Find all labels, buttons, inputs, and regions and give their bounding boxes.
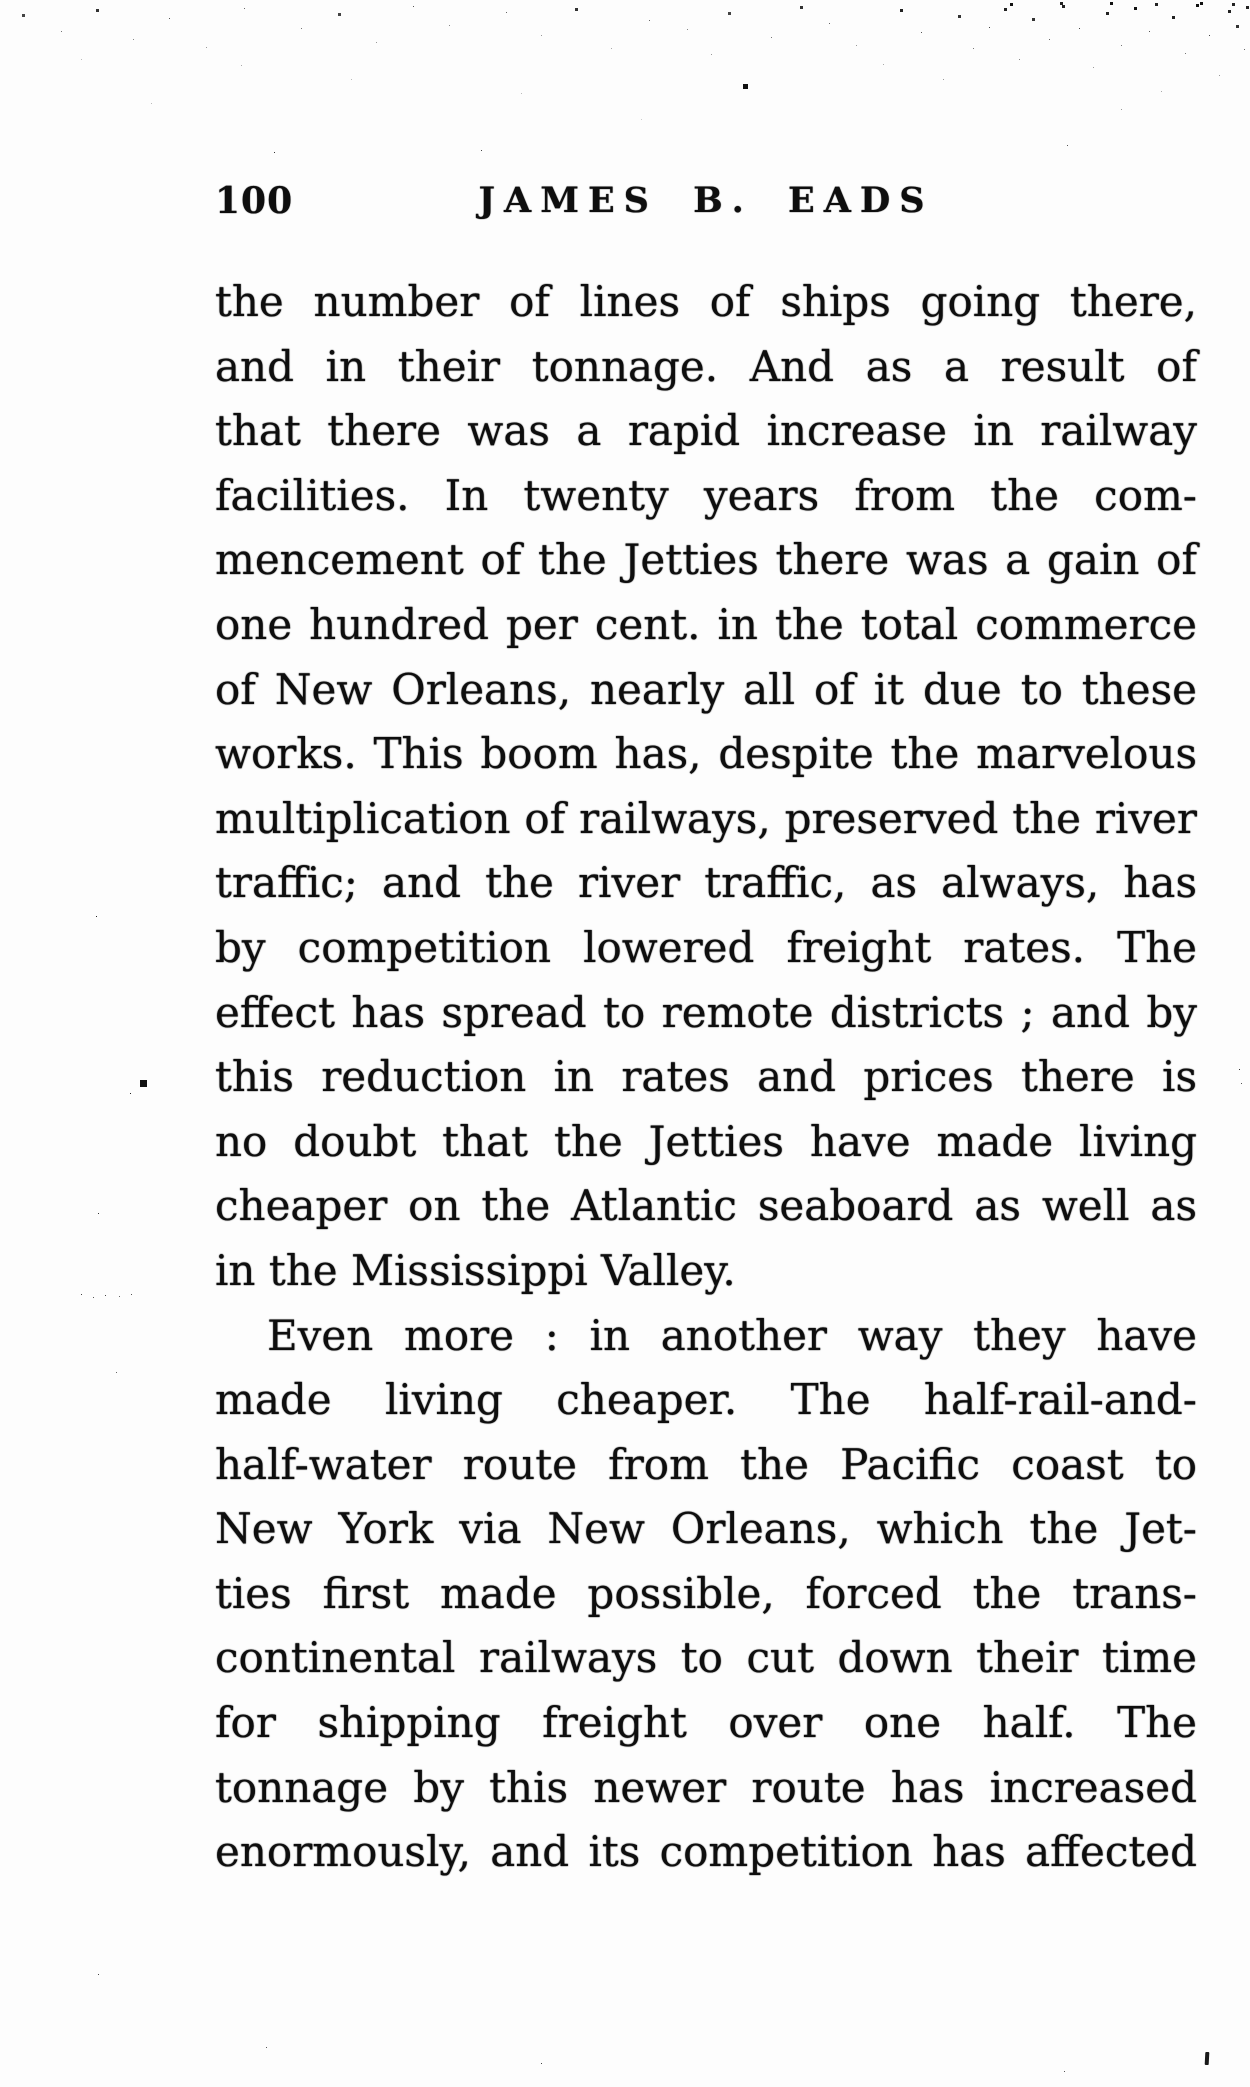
text-line: traffic; and the river traffic, as always, has bbox=[215, 858, 1197, 908]
paragraph bbox=[215, 270, 1197, 1304]
scan-noise-margins bbox=[0, 0, 3, 3]
text-line: continental railways to cut down their time bbox=[215, 1633, 1197, 1683]
text-line: enormously, and its competition has affected bbox=[215, 1827, 1197, 1877]
text-line: half-water route from the Pacific coast to bbox=[215, 1439, 1197, 1489]
text-line: this reduction in rates and prices there is bbox=[215, 1052, 1197, 1102]
text-line: made living cheaper. The half-rail-and- bbox=[215, 1375, 1197, 1425]
text-line: one hundred per cent. in the total commerce bbox=[215, 599, 1197, 649]
text-line: that there was a rapid increase in railway bbox=[215, 406, 1197, 456]
scan-noise-tick bbox=[1205, 2052, 1210, 2065]
text-line: New York via New Orleans, which the Jet- bbox=[215, 1504, 1197, 1554]
text-line: ties first made possible, forced the trans- bbox=[215, 1568, 1197, 1618]
text-line: by competition lowered freight rates. The bbox=[215, 922, 1197, 972]
body-text bbox=[215, 270, 1197, 1885]
page-number: 100 bbox=[215, 180, 294, 222]
text-line: and in their tonnage. And as a result of bbox=[215, 341, 1197, 391]
paragraph bbox=[215, 1304, 1197, 1885]
page-header bbox=[215, 180, 1197, 230]
text-line: Even more : in another way they have bbox=[267, 1310, 1197, 1360]
text-line: mencement of the Jetties there was a gain of bbox=[215, 535, 1197, 585]
text-line: for shipping freight over one half. The bbox=[215, 1698, 1197, 1748]
text-line: of New Orleans, nearly all of it due to these bbox=[215, 664, 1197, 714]
text-line: works. This boom has, despite the marvelous bbox=[215, 729, 1197, 779]
text-line: facilities. In twenty years from the com- bbox=[215, 470, 1197, 520]
text-line: the number of lines of ships going there, bbox=[215, 277, 1197, 326]
text-line: in the Mississippi Valley. bbox=[215, 1245, 736, 1295]
running-title: JAMES B. EADS bbox=[478, 180, 934, 221]
text-line: no doubt that the Jetties have made living bbox=[215, 1116, 1197, 1166]
text-line: effect has spread to remote districts ; and by bbox=[215, 987, 1197, 1037]
text-line: tonnage by this newer route has increased bbox=[215, 1762, 1197, 1812]
text-line: multiplication of railways, preserved the river bbox=[215, 793, 1197, 843]
text-line: cheaper on the Atlantic seaboard as well as bbox=[215, 1181, 1197, 1231]
